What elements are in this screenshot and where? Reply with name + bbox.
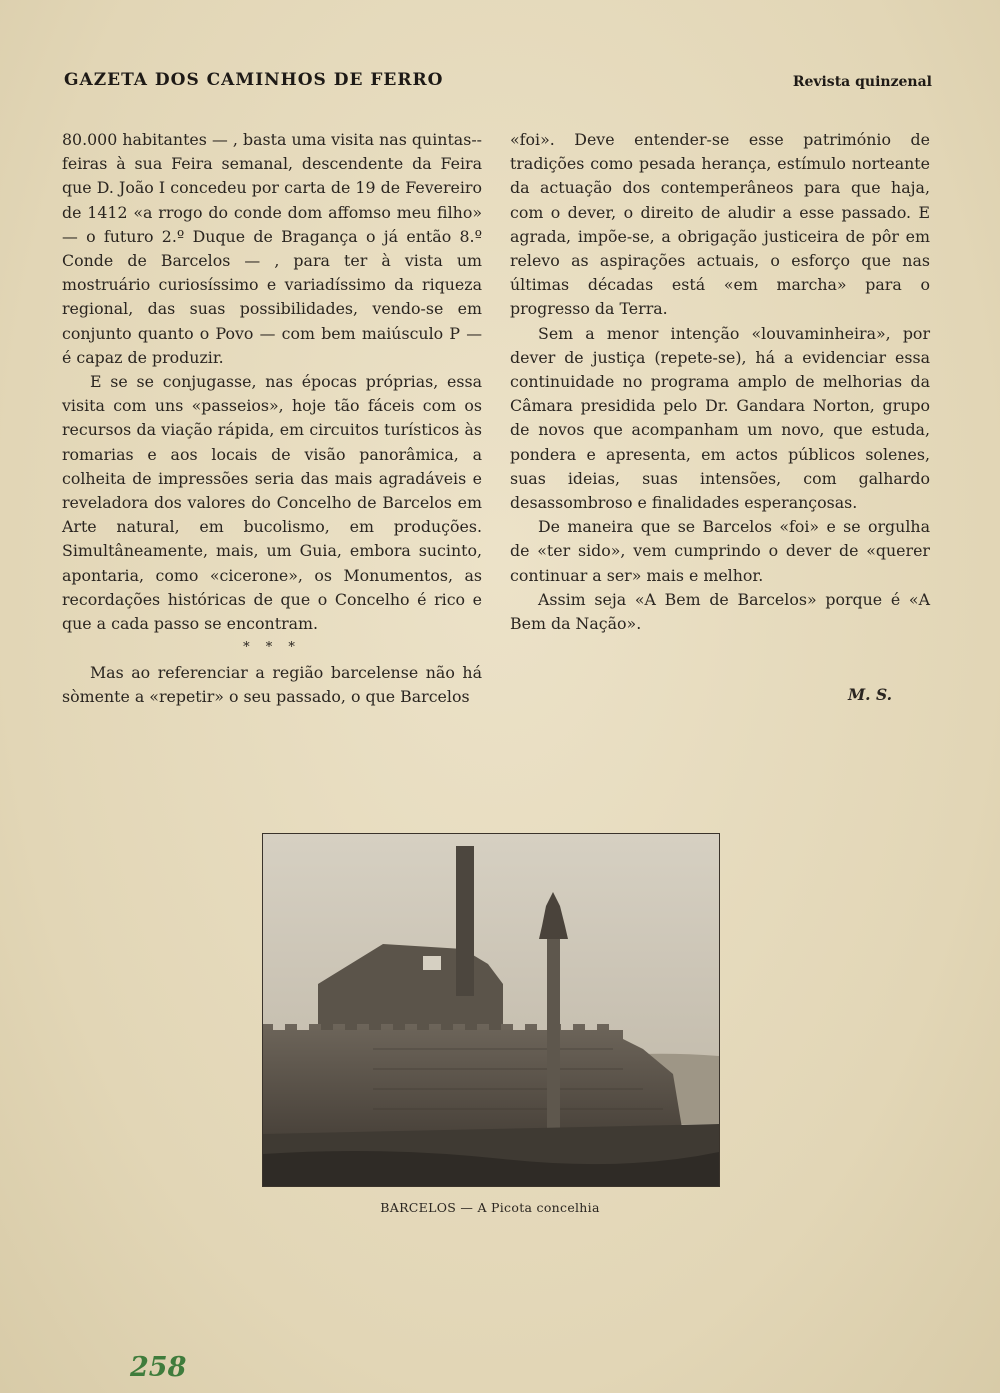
page-number: 258 xyxy=(130,1352,187,1383)
chimney xyxy=(456,846,474,996)
publication-title: GAZETA DOS CAMINHOS DE FERRO xyxy=(64,70,444,90)
right-column xyxy=(510,128,930,636)
pillory-column xyxy=(547,939,560,1134)
left-column xyxy=(62,128,482,710)
building-window xyxy=(423,956,441,970)
left-paragraph-2: E se se conjugasse, nas épocas próprias, essa visita com uns «passeios», hoje tão fáceis com os recursos da viação rápida, em circuitos turísticos às romarias e aos locais de visão panorâmica, a colheita de impressões seria das mais agradáveis e reveladora dos valores do Concelho de Barcelos em Arte natural, em bucolismo, em produções. Simultâneamente, mais, um Guia, embora sucinto, apontaria, como «cicerone», os Monumentos, as recordações históricas de que o Concelho é rico e que a cada passo se encontram. xyxy=(62,372,482,634)
left-paragraph-3: Mas ao referenciar a região barcelense não há sòmente a «repetir» o seu passado, o que Barcelos xyxy=(62,663,482,707)
photo-caption: BARCELOS — A Picota concelhia xyxy=(380,1200,600,1215)
right-paragraph-3: De maneira que se Barcelos «foi» e se orgulha de «ter sido», vem cumprindo o dever de «querer continuar a ser» mais e melhor. xyxy=(510,517,930,585)
right-paragraph-4: Assim seja «A Bem de Barcelos» porque é «A Bem da Nação». xyxy=(510,589,930,634)
right-paragraph-2: Sem a menor intenção «louvaminheira», por dever de justiça (repete-se), há a evidenciar essa continuidade no programa amplo de melhorias da Câmara presidida pelo Dr. Gandara Norton, grupo de novos que acompanham um novo, que estuda, pondera e apresenta, em actos públicos solenes, suas ideias, suas intensões, com galhardo desassombroso e finalidades esperançosas. xyxy=(510,323,930,513)
author-signature: M. S. xyxy=(848,685,892,704)
photograph-picota-pillory xyxy=(262,833,720,1187)
publication-subtitle: Revista quinzenal xyxy=(792,74,932,90)
right-paragraph-1: «foi». Deve entender-se esse património de tradições como pesada herança, estímulo norteante da actuação dos contemperâneos para que haja, com o dever, o direito de aludir a esse passado. E agrada, impõe-se, a obrigação justiceira de pôr em relevo as aspirações actuais, o esforço que nas últimas décadas está «em marcha» para o progresso da Terra. xyxy=(510,130,930,319)
left-paragraph-1: 80.000 habitantes — , basta uma visita nas quintas--feiras à sua Feira semanal, descendente da Feira que D. João I concedeu por carta de 19 de Fevereiro de 1412 «a rrogo do conde dom affomso meu filho» — o futuro 2.º Duque de Bragança o já então 8.º Conde de Barcelos — , para ter à vista um mostruário curiosíssimo e variadíssimo da riqueza regional, das suas possibilidades, vendo-se em conjunto quanto o Povo — com bem maiúsculo P — é capaz de produzir. xyxy=(62,130,482,367)
section-separator: * * * xyxy=(243,640,301,656)
photograph-illustration xyxy=(263,834,719,1186)
crenellated-wall xyxy=(263,1024,683,1134)
